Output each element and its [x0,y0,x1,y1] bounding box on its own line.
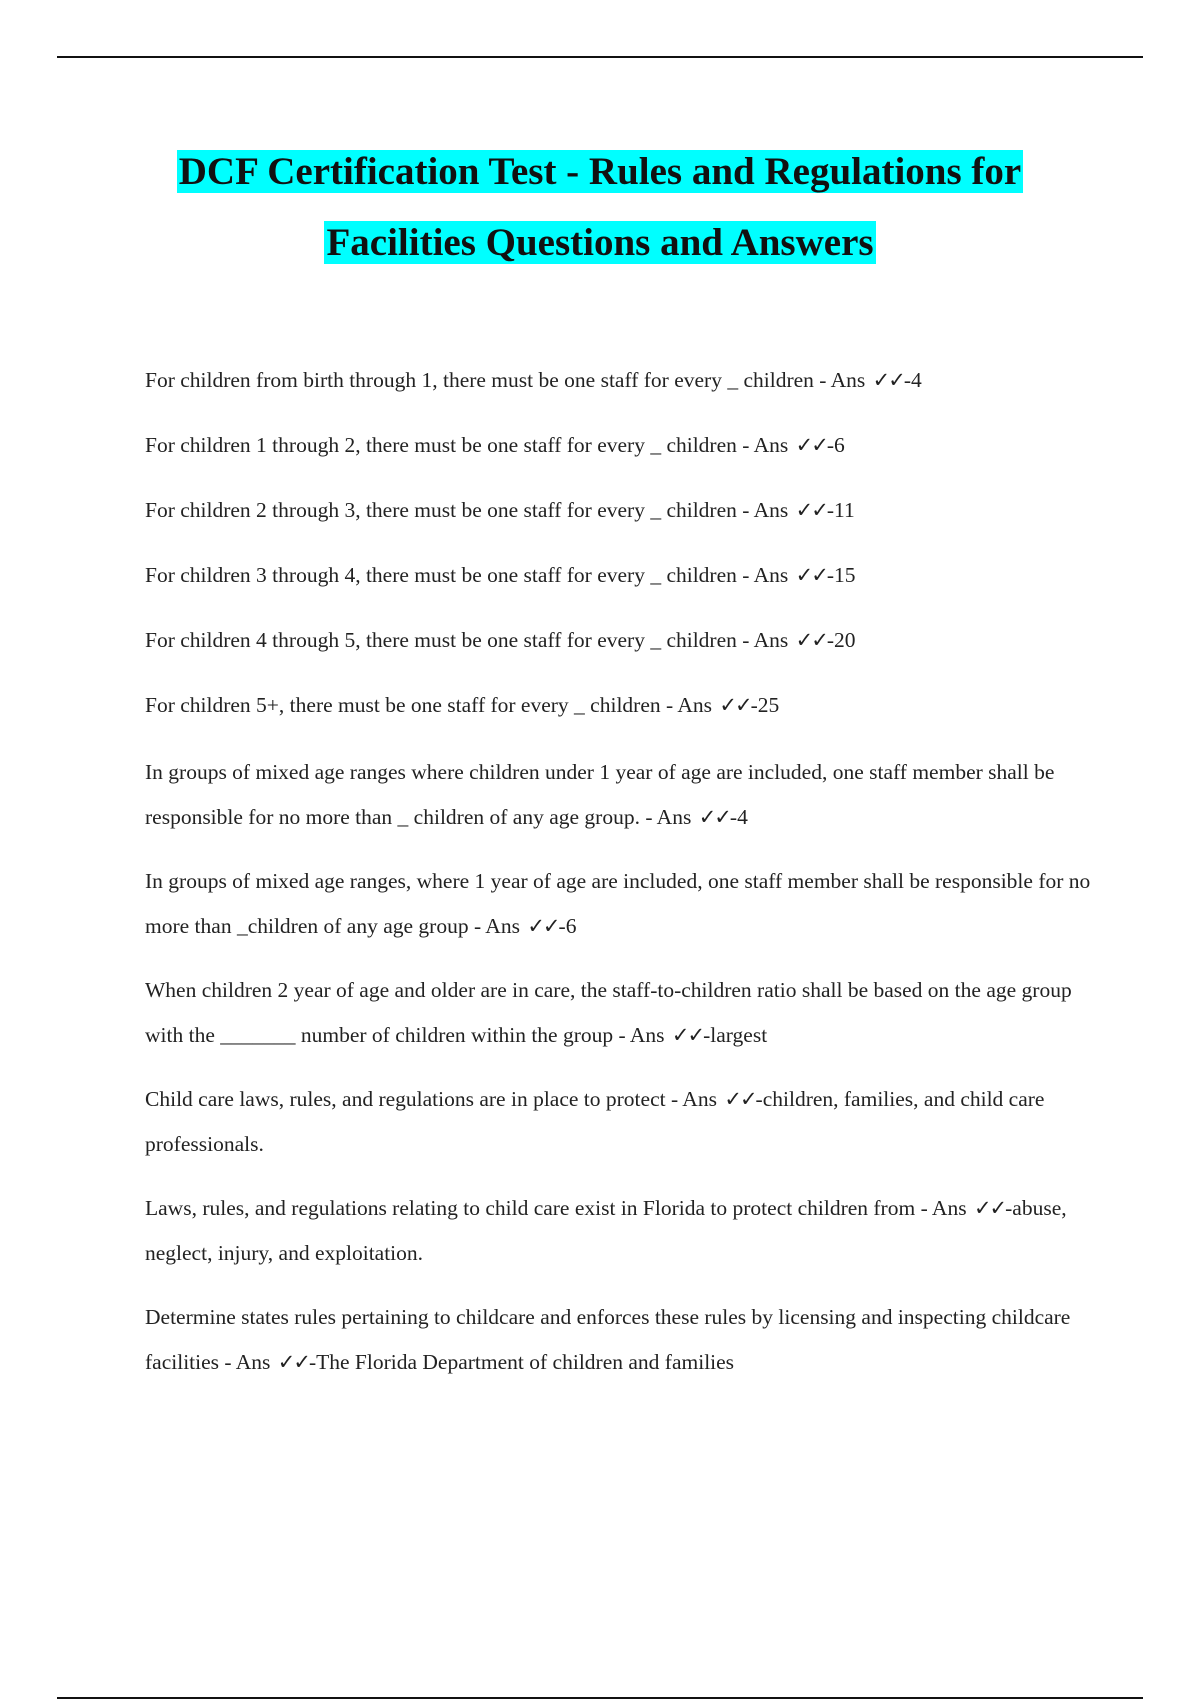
question-text: In groups of mixed age ranges, where 1 year of age are included, one staff member shall be responsible for no more than _children of any age group - Ans [145,869,1091,938]
double-check-icon: ✓✓ [795,433,827,457]
double-check-icon: ✓✓ [872,368,904,392]
bottom-rule [57,1697,1143,1699]
question-text: For children 3 through 4, there must be one staff for every _ children - Ans [145,563,794,587]
qa-item [145,360,1095,400]
qa-item [145,859,1095,949]
double-check-icon: ✓✓ [671,1023,704,1047]
qa-item [145,1295,1095,1385]
qa-item [145,750,1095,840]
answer-text: -The Florida Department of children and families [308,1350,735,1374]
question-text: For children 4 through 5, there must be one staff for every _ children - Ans [145,628,794,652]
question-text: In groups of mixed age ranges where children under 1 year of age are included, one staff member shall be responsible for no more than _ children of any age group. - Ans [145,760,1055,829]
question-text: For children 2 through 3, there must be one staff for every _ children - Ans [145,498,794,522]
question-text: For children 5+, there must be one staff for every _ children - Ans [145,693,718,717]
top-rule [57,56,1143,58]
question-text: Determine states rules pertaining to childcare and enforces these rules by licensing and inspecting childcare facilities - Ans [145,1305,1071,1374]
qa-item [145,968,1095,1058]
question-text: Laws, rules, and regulations relating to child care exist in Florida to protect children from - Ans [145,1196,972,1220]
answer-text: -children, families, and child care professionals. [145,1087,1045,1156]
qa-item [145,425,1095,465]
qa-item [145,685,1095,725]
title-line-1: DCF Certification Test - Rules and Regulations for [178,150,1022,193]
question-text: For children from birth through 1, there must be one staff for every _ children - Ans [145,368,871,392]
answer-text: -4 [729,805,748,829]
double-check-icon: ✓✓ [724,1087,756,1111]
double-check-icon: ✓✓ [795,628,827,652]
document-title [0,136,1200,278]
qa-item [145,620,1095,660]
answer-text: -4 [903,368,922,392]
answer-text: -6 [826,433,845,457]
question-text: When children 2 year of age and older are in care, the staff-to-children ratio shall be based on the age group with the _______ number of children within the group - Ans [145,978,1072,1047]
answer-text: -6 [558,914,577,938]
qa-item [145,490,1095,530]
question-text: Child care laws, rules, and regulations are in place to protect - Ans [145,1087,723,1111]
double-check-icon: ✓✓ [527,914,559,938]
qa-item [145,1077,1095,1167]
qa-item [145,555,1095,595]
answer-text: -abuse, neglect, injury, and exploitation. [145,1196,1067,1265]
answer-text: -11 [826,498,855,522]
qa-list [145,360,1095,1404]
double-check-icon: ✓✓ [795,498,827,522]
answer-text: -15 [826,563,856,587]
answer-text: -25 [750,693,780,717]
double-check-icon: ✓✓ [719,693,751,717]
double-check-icon: ✓✓ [698,805,730,829]
answer-text: -largest [703,1023,768,1047]
answer-text: -20 [826,628,856,652]
question-text: For children 1 through 2, there must be one staff for every _ children - Ans [145,433,794,457]
qa-item [145,1186,1095,1276]
double-check-icon: ✓✓ [795,563,827,587]
double-check-icon: ✓✓ [973,1196,1006,1220]
double-check-icon: ✓✓ [277,1350,309,1374]
title-line-2: Facilities Questions and Answers [326,221,874,264]
